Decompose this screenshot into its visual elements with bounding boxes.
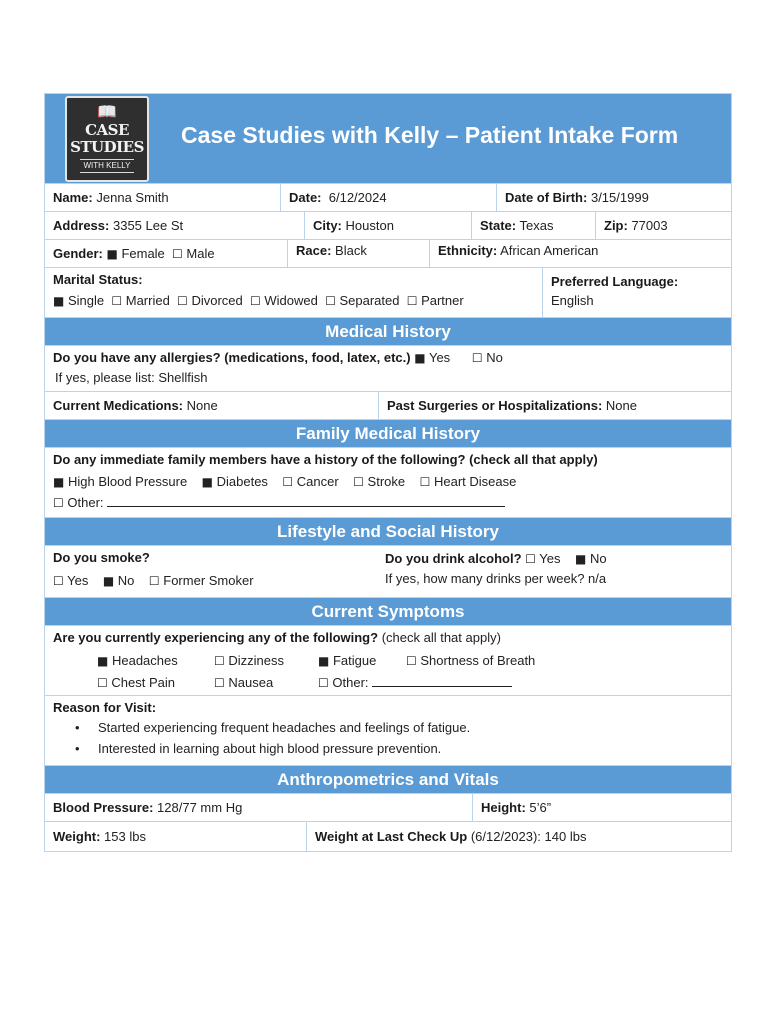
symptom-dizziness-checkbox[interactable]: ☐ — [214, 654, 225, 668]
form-title: Case Studies with Kelly – Patient Intake Form — [181, 122, 679, 148]
row-address — [45, 212, 731, 240]
family-stroke-checkbox[interactable]: ☐ — [353, 475, 364, 489]
family-hbp-checkbox[interactable]: ■ — [53, 475, 65, 489]
family-heart-disease-checkbox[interactable]: ☐ — [419, 475, 431, 489]
row-demographics — [45, 240, 731, 268]
symptom-fatigue-checkbox[interactable]: ■ — [318, 654, 330, 668]
marital-single-checkbox[interactable]: ■ — [53, 294, 65, 308]
logo-text-top: CASE STUDIES — [70, 121, 144, 156]
drink-no-checkbox[interactable]: ■ — [574, 552, 587, 566]
zip-field[interactable]: Zip: 77003 — [604, 218, 668, 233]
section-lifestyle: Lifestyle and Social History — [45, 518, 731, 546]
race-field[interactable]: Race: Black — [288, 240, 430, 267]
weight-field[interactable]: Weight: 153 lbs — [45, 822, 307, 851]
alcohol-field: Do you drink alcohol? ☐ Yes ■ No If yes, how many drinks per week? n/a — [377, 546, 731, 597]
reason-item: • Started experiencing frequent headaches and feelings of fatigue. — [53, 717, 723, 738]
marital-married-checkbox[interactable]: ☐ — [111, 294, 123, 308]
drink-yes-checkbox[interactable]: ☐ — [525, 552, 536, 566]
section-vitals: Anthropometrics and Vitals — [45, 766, 731, 794]
row-name-date — [45, 184, 731, 212]
case-studies-logo — [65, 96, 149, 182]
smoking-field: Do you smoke? ☐ Yes ■ No ☐ Former Smoker — [53, 550, 254, 588]
logo-text-bottom: WITH KELLY — [80, 159, 135, 173]
symptom-other-checkbox[interactable]: ☐ — [318, 676, 329, 690]
allergy-yes-checkbox[interactable]: ■ — [414, 351, 426, 365]
dob-field[interactable]: Date of Birth: 3/15/1999 — [505, 190, 649, 205]
symptom-nausea-checkbox[interactable]: ☐ — [214, 676, 225, 690]
reason-for-visit-row — [45, 696, 731, 766]
vitals-row-1 — [45, 794, 731, 822]
symptom-headaches-checkbox[interactable]: ■ — [97, 654, 109, 668]
preferred-language-field[interactable]: Preferred Language: English — [551, 274, 679, 308]
gender-female-checkbox[interactable]: ■ — [106, 247, 118, 261]
marital-widowed-checkbox[interactable]: ☐ — [249, 294, 261, 308]
medications-row — [45, 392, 731, 420]
form-header — [45, 94, 731, 184]
allergy-list[interactable]: If yes, please list: Shellfish — [55, 370, 208, 385]
allergy-no-checkbox[interactable]: ☐ — [471, 351, 483, 365]
marital-divorced-checkbox[interactable]: ☐ — [177, 294, 188, 308]
smoke-former-checkbox[interactable]: ☐ — [148, 574, 160, 588]
book-icon: 📖 — [97, 104, 117, 121]
smoke-no-checkbox[interactable]: ■ — [102, 574, 115, 588]
drinks-per-week[interactable]: If yes, how many drinks per week? n/a — [385, 571, 607, 586]
family-other-input[interactable] — [107, 494, 505, 507]
address-field[interactable]: Address: 3355 Lee St — [45, 212, 305, 239]
section-medical-history: Medical History — [45, 318, 731, 346]
patient-intake-form — [44, 93, 732, 852]
symptom-other-input[interactable] — [372, 674, 512, 687]
allergies-row: Do you have any allergies? (medications, food, latex, etc.) ■ Yes ☐ No If yes, please list: Shellfish — [45, 346, 731, 392]
height-field[interactable]: Height: 5’6” — [481, 800, 552, 815]
section-family-history: Family Medical History — [45, 420, 731, 448]
marital-separated-checkbox[interactable]: ☐ — [325, 294, 336, 308]
gender-male-checkbox[interactable]: ☐ — [172, 247, 183, 261]
lifestyle-row — [45, 546, 731, 598]
row-marital-language — [45, 268, 731, 318]
ethnicity-field[interactable]: Ethnicity: African American — [438, 243, 599, 258]
marital-status-field: Marital Status: ■ Single ☐ Married ☐ Divorced ☐ Widowed ☐ Separated ☐ Partner — [45, 268, 543, 317]
date-field[interactable]: Date: 6/12/2024 — [281, 184, 497, 211]
gender-field: Gender: ■ Female ☐ Male — [45, 240, 288, 267]
surgeries-field[interactable]: Past Surgeries or Hospitalizations: None — [387, 398, 637, 413]
name-field[interactable]: Name: Jenna Smith — [45, 184, 281, 211]
reason-item: • Interested in learning about high blood pressure prevention. — [53, 738, 723, 759]
vitals-row-2 — [45, 822, 731, 851]
state-field[interactable]: State: Texas — [472, 212, 596, 239]
marital-partner-checkbox[interactable]: ☐ — [406, 294, 418, 308]
blood-pressure-field[interactable]: Blood Pressure: 128/77 mm Hg — [45, 794, 473, 821]
section-current-symptoms: Current Symptoms — [45, 598, 731, 626]
reason-for-visit-field[interactable]: Reason for Visit: • Started experiencing frequent headaches and feelings of fatigue. • Interested in learning about high blood pressure prevention. — [45, 696, 731, 765]
family-history-row: Do any immediate family members have a history of the following? (check all that apply) ■ High Blood Pressure ■ Diabetes ☐ Cancer ☐ Stroke ☐ Heart Disease ☐ Other: — [45, 448, 731, 518]
medications-field[interactable]: Current Medications: None — [45, 392, 379, 419]
symptoms-row: Are you currently experiencing any of the following? (check all that apply) ■ Headaches ☐ Dizziness ■ Fatigue ☐ Shortness of Breath ☐ Chest Pain ☐ Nausea ☐ Other: — [45, 626, 731, 696]
family-other-checkbox[interactable]: ☐ — [53, 496, 64, 510]
symptom-sob-checkbox[interactable]: ☐ — [406, 654, 417, 668]
smoke-yes-checkbox[interactable]: ☐ — [53, 574, 64, 588]
family-diabetes-checkbox[interactable]: ■ — [201, 475, 213, 489]
family-cancer-checkbox[interactable]: ☐ — [282, 475, 294, 489]
city-field[interactable]: City: Houston — [305, 212, 472, 239]
last-weight-field[interactable]: Weight at Last Check Up (6/12/2023): 140 lbs — [315, 829, 587, 844]
symptom-chest-pain-checkbox[interactable]: ☐ — [97, 676, 108, 690]
